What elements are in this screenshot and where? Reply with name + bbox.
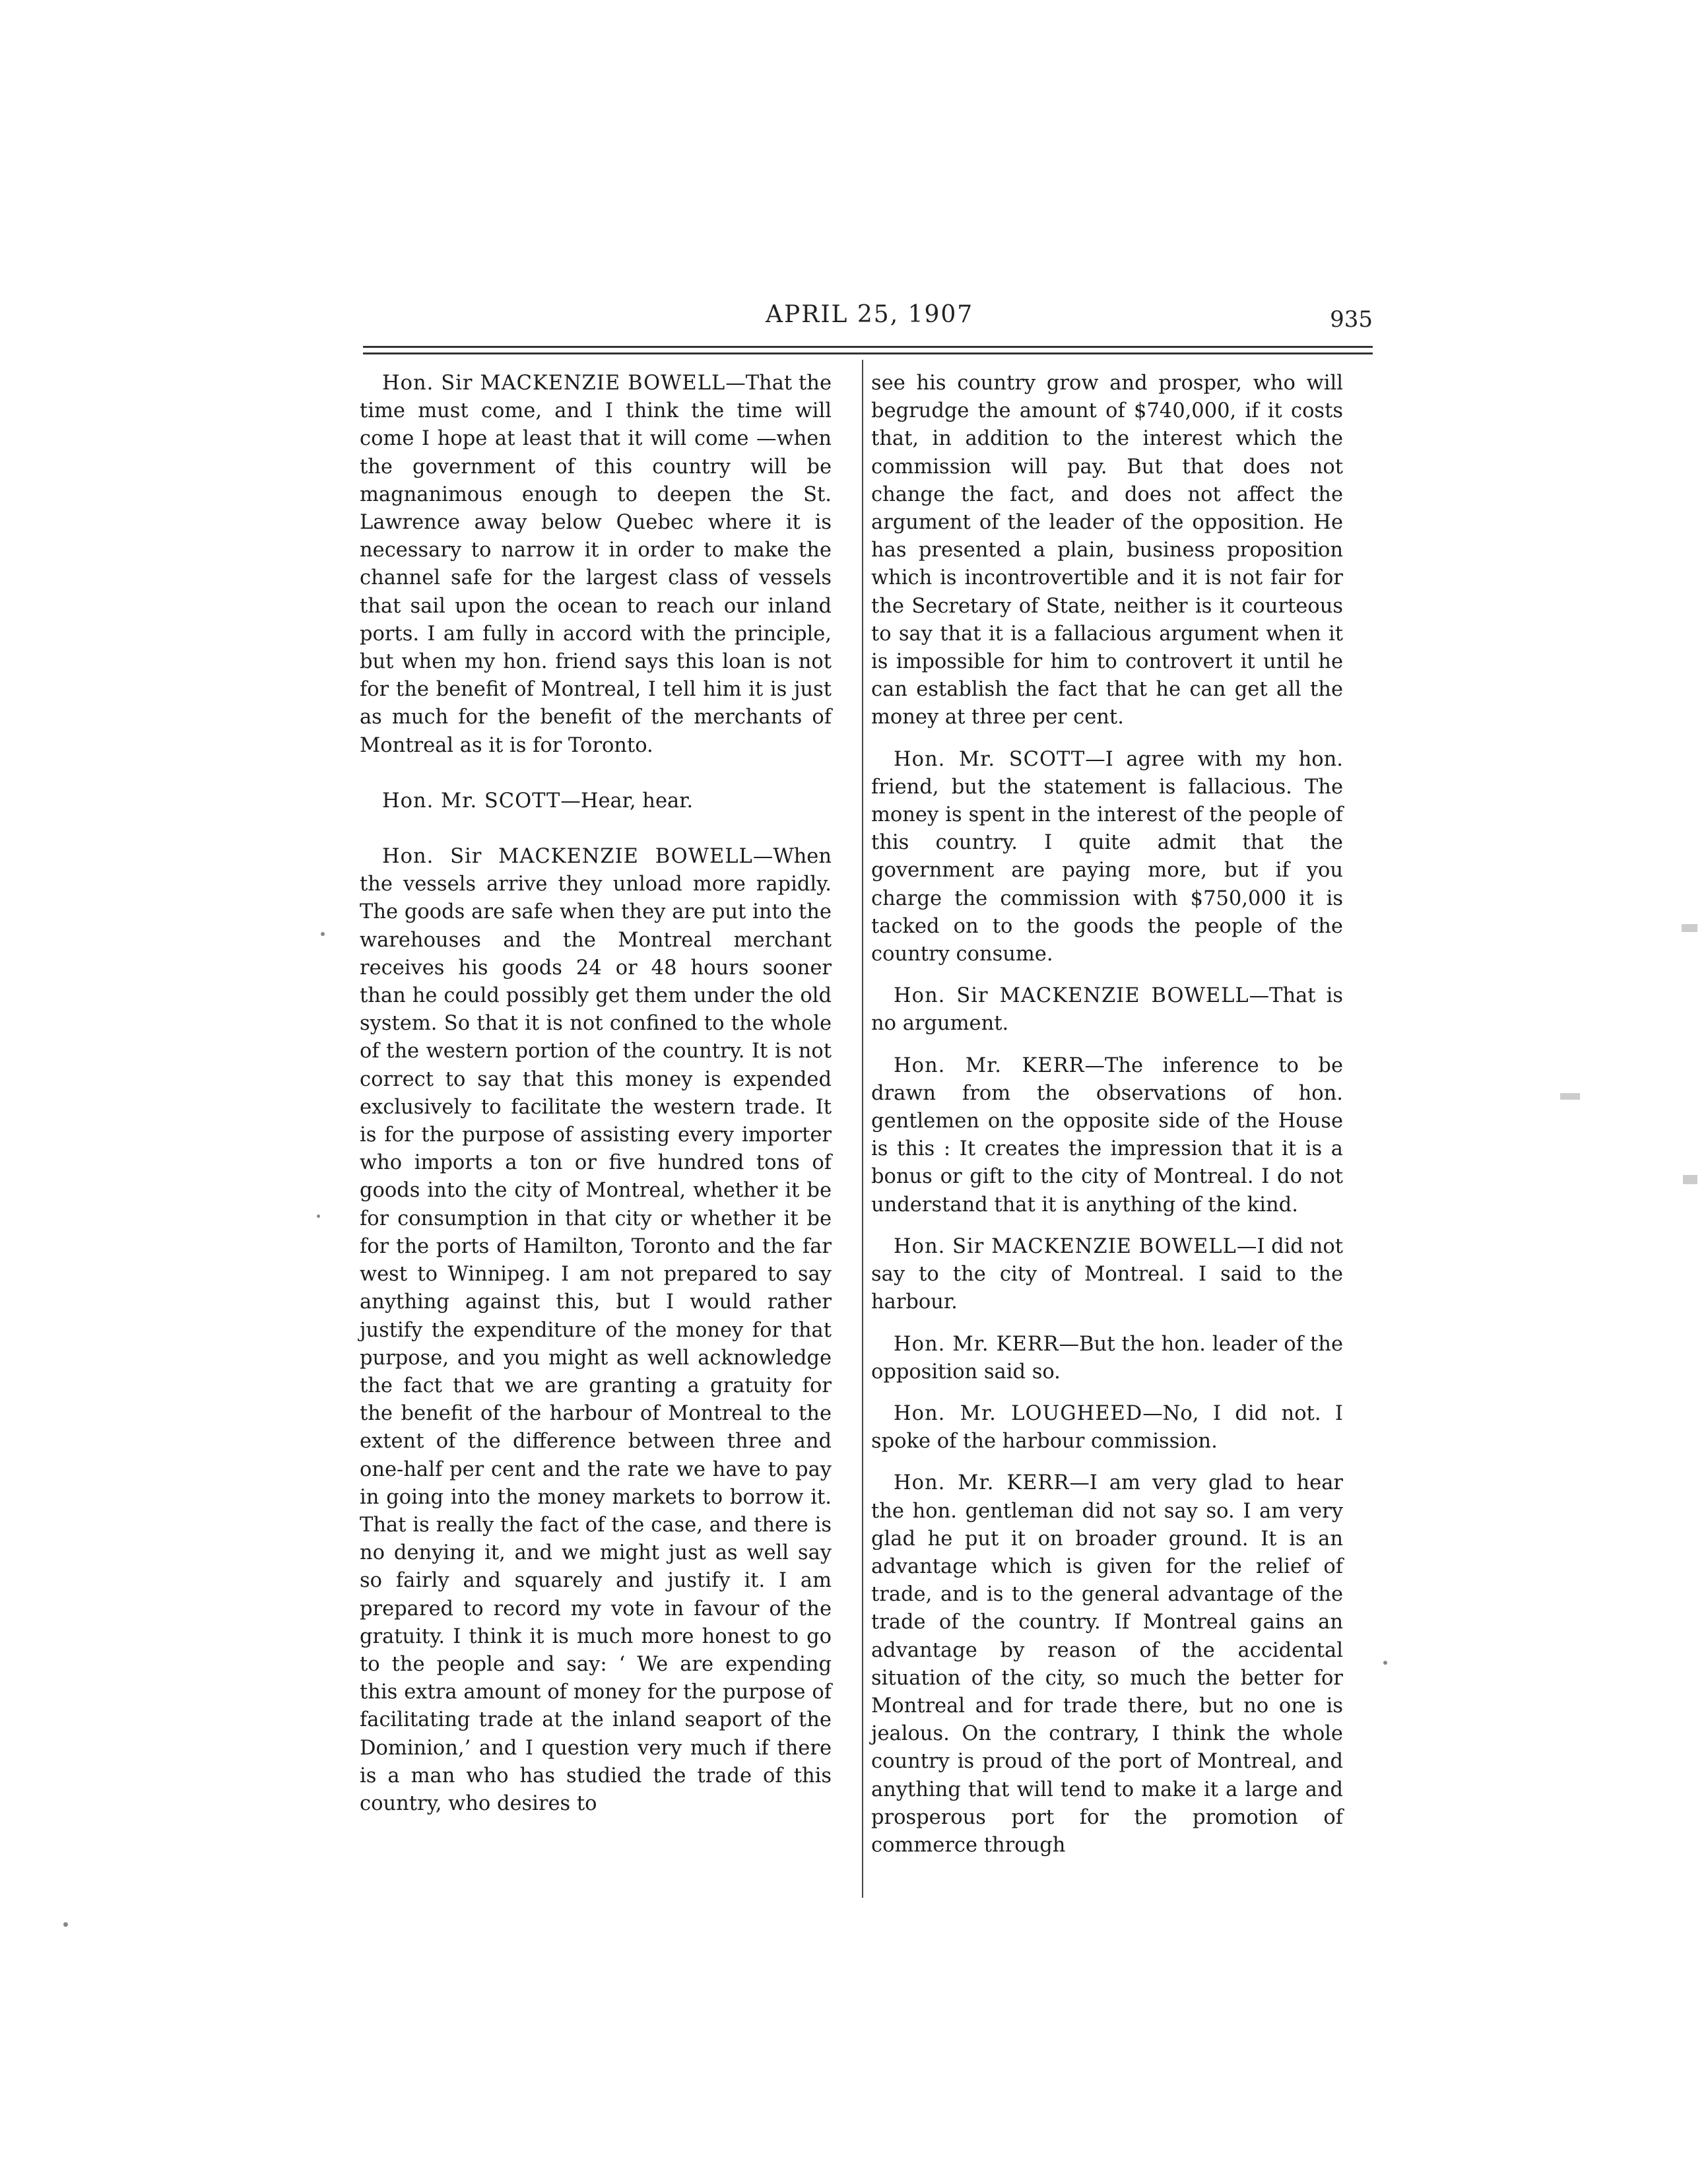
speech-text: —That is no argument. bbox=[871, 984, 1343, 1036]
speech-text: —When the vessels arrive they unload more rapidly. The goods are safe when they are put into the warehouses and the Montreal merchant receives his goods 24 or 48 hours sooner than he could possibly get them under the old system. So that it is not confined to the whole of the western portion of the country. It is not correct to say that this money is expended exclusively to facilitate the western trade. It is for the purpose of assisting every importer who imports a ton or five hundred tons of goods into the city of Montreal, whether it be for consumption in that city or whether it be for the ports of Hamilton, Toronto and the far west to Winnipeg. I am not prepared to say anything against this, but I would rather justify the expenditure of the money for that purpose, and you might as well acknowledge the fact that we are granting a gratuity for the benefit of the harbour of Montreal to the extent of the difference between three and one-half per cent and the rate we have to pay in going into the money markets to borrow it. That is really the fact of the case, and there is no denying it, and we might just as well say so fairly and squarely and justify it. I am prepared to record my vote in favour of the gratuity. I think it is much more honest to go to the people and say: ‘ We are expending this extra amount of money for the purpose of facilitating trade at the inland seaport of the Dominion,’ and I question very much if there is a man who has studied the trade of this country, who desires to bbox=[360, 845, 832, 1815]
speech bbox=[871, 746, 1343, 969]
speaker-name: Hon. Mr. KERR bbox=[894, 1053, 1085, 1077]
speech bbox=[871, 1400, 1343, 1455]
speech-text: —I am very glad to hear the hon. gentleman did not say so. I am very glad he put it on broader ground. It is an advantage which is given for the relief of trade, and is to the general advantage of the trade of the country. If Montreal gains an advantage by reason of the accidental situation of the city, so much the better for Montreal and for trade there, but no one is jealous. On the contrary, I think the whole country is proud of the port of Montreal, and anything that will tend to make it a large and prosperous port for the promotion of commerce through bbox=[871, 1471, 1343, 1857]
scan-speck bbox=[1383, 1661, 1387, 1665]
speaker-name: Hon. Sir MACKENZIE BOWELL bbox=[382, 372, 726, 395]
speaker-name: Hon. Sir MACKENZIE BOWELL bbox=[382, 845, 753, 869]
speaker-name: Hon. Mr. LOUGHEED bbox=[894, 1401, 1143, 1425]
column-divider bbox=[862, 360, 863, 1898]
page-header bbox=[343, 301, 1373, 341]
speaker-name: Hon. Sir MACKENZIE BOWELL bbox=[894, 984, 1249, 1008]
right-column bbox=[871, 370, 1343, 1859]
speech-text: —But the hon. leader of the opposition said so. bbox=[871, 1332, 1343, 1384]
speech bbox=[360, 787, 832, 815]
speech bbox=[360, 843, 832, 1818]
speech bbox=[871, 982, 1343, 1038]
speech-text: —No, I did not. I spoke of the harbour commission. bbox=[871, 1401, 1343, 1454]
speech bbox=[871, 1233, 1343, 1317]
speaker-name: Hon. Mr. SCOTT bbox=[894, 747, 1086, 771]
header-rule-top bbox=[363, 346, 1373, 348]
speaker-name: Hon. Mr. KERR bbox=[894, 1471, 1070, 1495]
speech-text: —Hear, hear. bbox=[560, 789, 694, 813]
scan-smudge bbox=[1683, 1175, 1697, 1184]
scan-speck bbox=[63, 1922, 68, 1927]
header-rule-bottom bbox=[363, 352, 1373, 354]
speech bbox=[360, 370, 832, 760]
page-number: 935 bbox=[1330, 306, 1373, 333]
speech-text: —That the time must come, and I think the time will come I hope at least that it will come —when the government of this country will be magnanimous enough to deepen the St. Lawrence away below Quebec where it is necessary to narrow it in order to make the channel safe for the largest class of vessels that sail upon the ocean to reach our inland ports. I am fully in accord with the principle, but when my hon. friend says this loan is not for the benefit of Montreal, I tell him it is just as much for the benefit of the merchants of Montreal as it is for Toronto. bbox=[360, 372, 832, 757]
continued-text: see his country grow and prosper, who will begrudge the amount of $740,000, if it costs that, in addition to the interest which the commission will pay. But that does not change the fact, and does not affect the argument of the leader of the opposition. He has presented a plain, business proposition which is incontrovertible and it is not fair for the Secretary of State, neither is it courteous to say that it is a fallacious argument when it is impossible for him to controvert it until he can establish the fact that he can get all the money at three per cent. bbox=[871, 372, 1343, 729]
speaker-name: Hon. Sir MACKENZIE BOWELL bbox=[894, 1234, 1237, 1258]
scan-speck bbox=[321, 932, 325, 936]
left-column bbox=[360, 370, 832, 1818]
speech bbox=[871, 1052, 1343, 1219]
speech-text: —I agree with my hon. friend, but the statement is fallacious. The money is spent in the interest of the people of this country. I quite admit that the government are paying more, but if you charge the commission with $750,000 it is tacked on to the goods the people of the country consume. bbox=[871, 747, 1343, 966]
scan-smudge bbox=[1560, 1093, 1580, 1100]
speaker-name: Hon. Mr. KERR bbox=[894, 1332, 1059, 1356]
speaker-name: Hon. Mr. SCOTT bbox=[382, 789, 561, 813]
speech bbox=[871, 1331, 1343, 1386]
speech-text: —I did not say to the city of Montreal. I said to the harbour. bbox=[871, 1234, 1343, 1314]
speech bbox=[871, 1469, 1343, 1859]
scan-speck bbox=[317, 1215, 320, 1218]
speech-text: —The inference to be drawn from the observations of hon. gentlemen on the opposite side of the House is this : It creates the impression that it is a bonus or gift to the city of Montreal. I do not understand that it is anything of the kind. bbox=[871, 1053, 1343, 1217]
page-date: APRIL 25, 1907 bbox=[766, 301, 974, 328]
scan-smudge bbox=[1682, 924, 1697, 932]
